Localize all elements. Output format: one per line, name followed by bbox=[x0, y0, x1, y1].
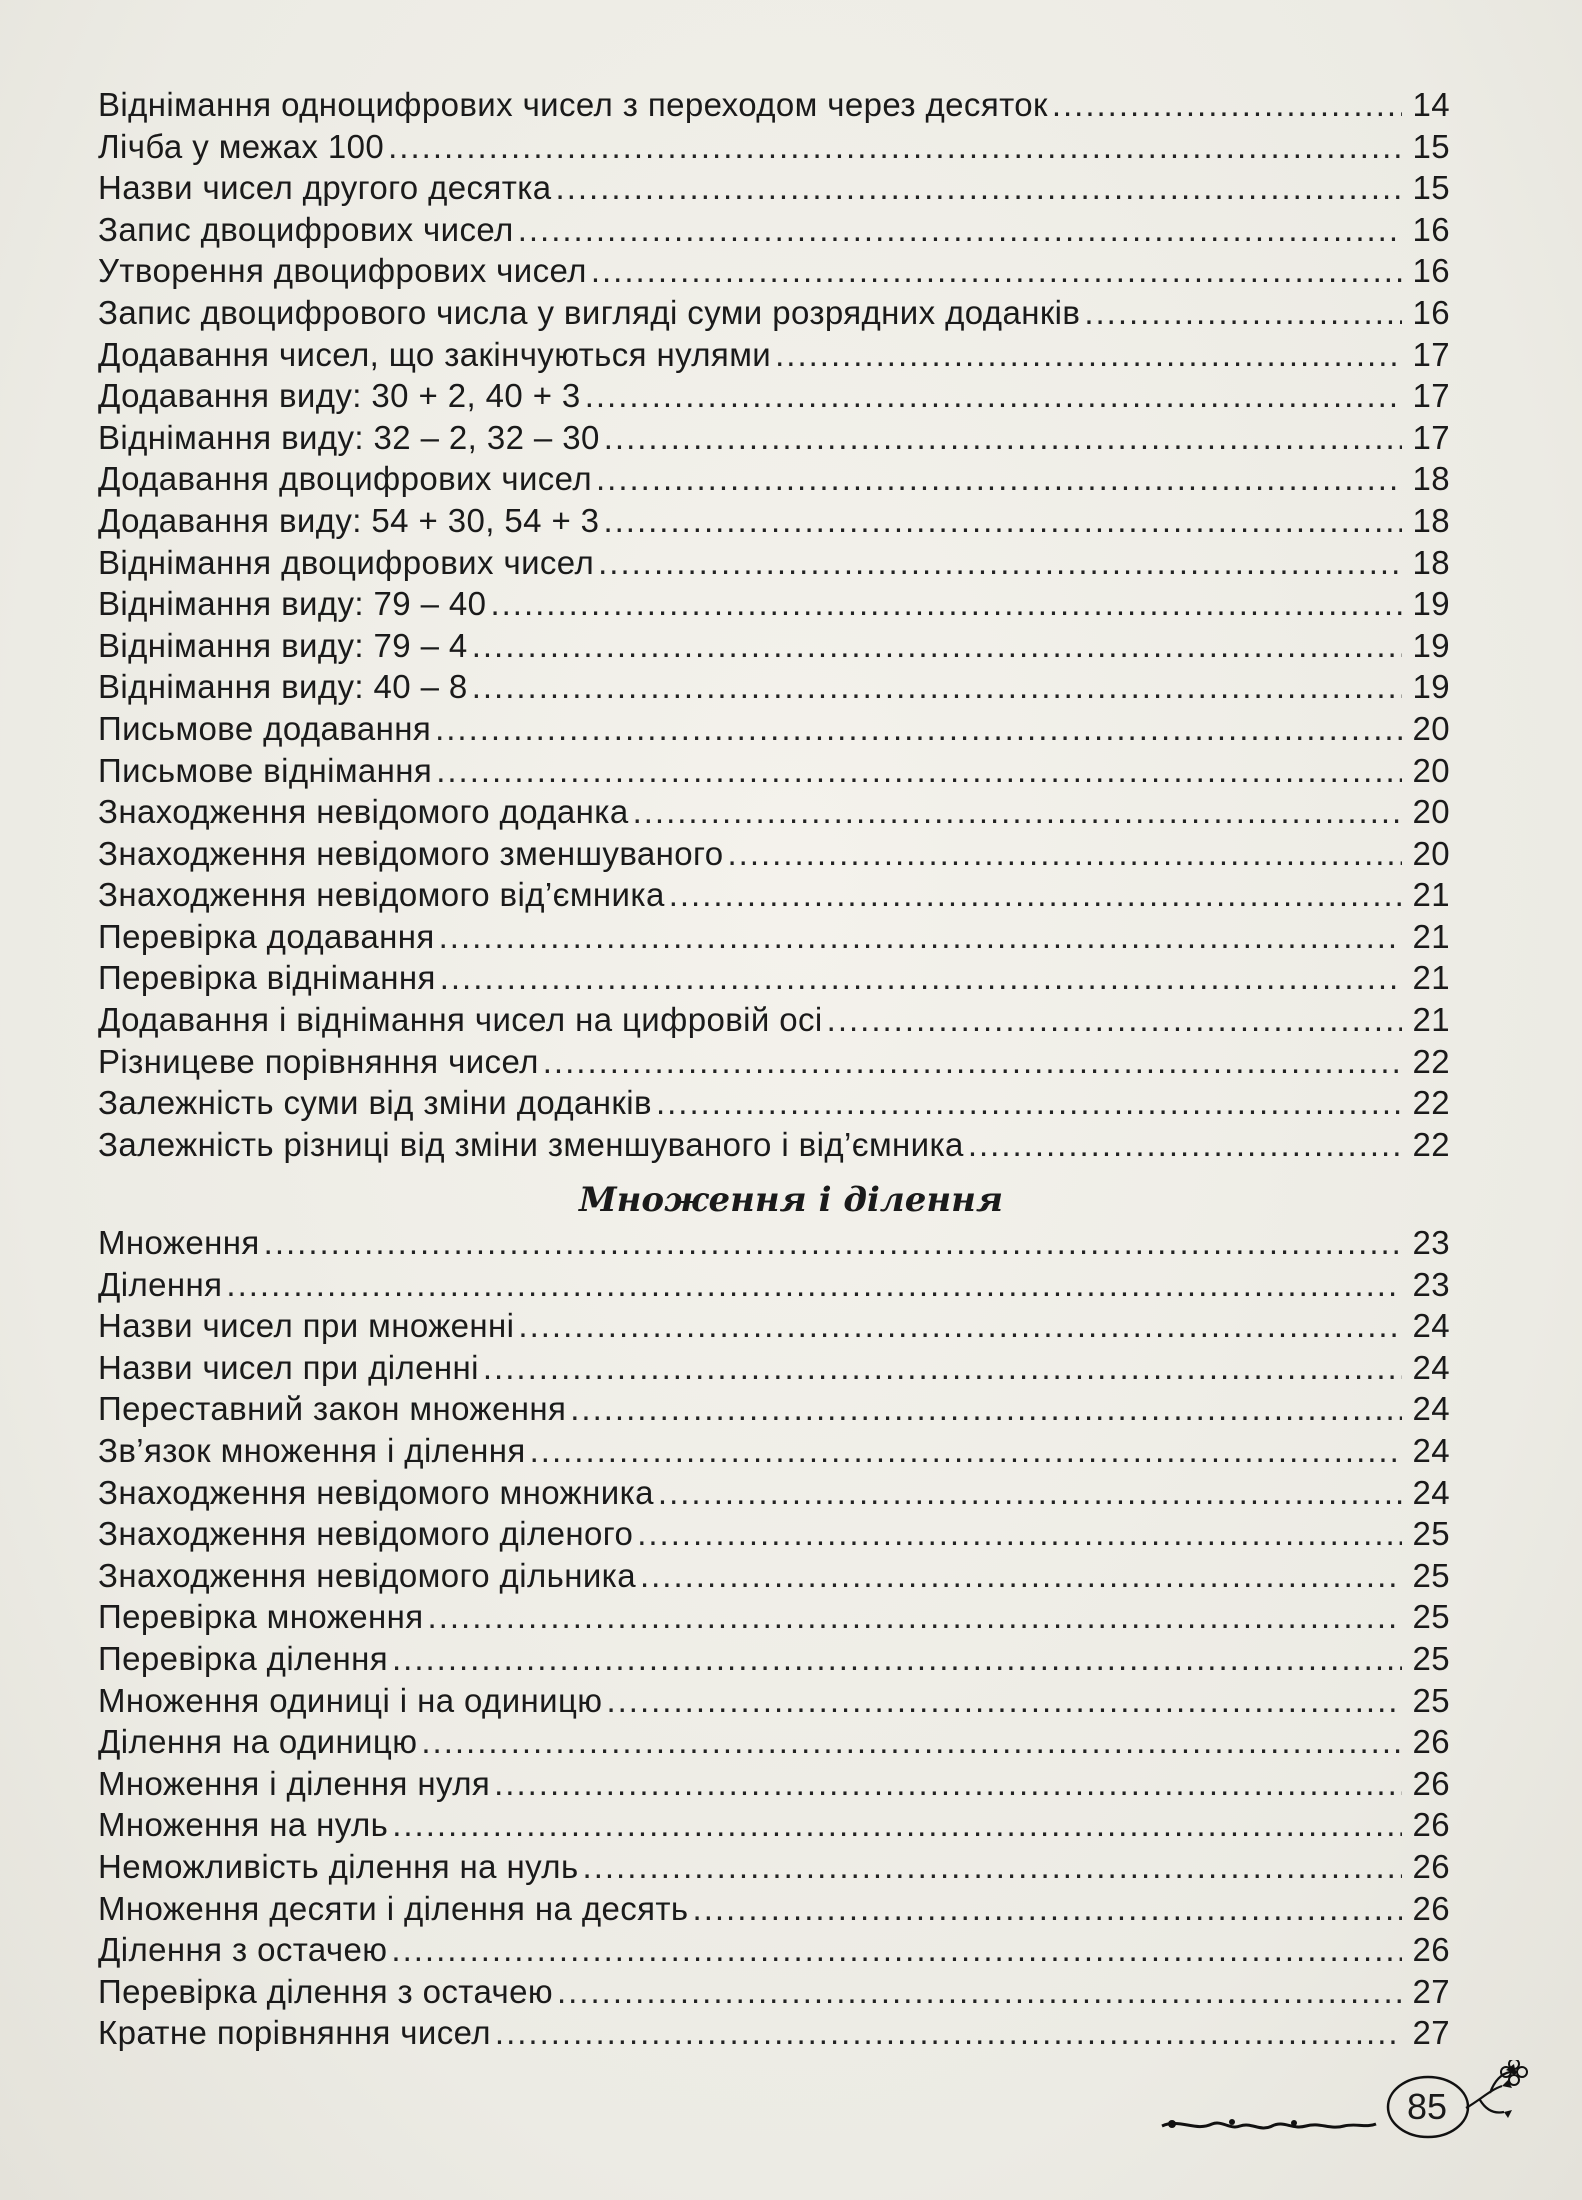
toc-entry-title: Перевірка ділення з остачею bbox=[98, 1972, 553, 2010]
toc-entry-title: Перевірка віднімання bbox=[98, 959, 436, 997]
dot-leader bbox=[472, 625, 1402, 667]
toc-entry-page: 14 bbox=[1412, 86, 1450, 123]
toc-entry-page: 25 bbox=[1412, 1515, 1450, 1553]
dot-leader bbox=[483, 1347, 1402, 1389]
toc-entry-title: Залежність суми від зміни доданків bbox=[98, 1084, 652, 1122]
toc-entry-title: Множення одиниці і на одиницю bbox=[98, 1681, 603, 1719]
toc-entry bbox=[98, 1846, 1450, 1888]
toc-entry-title: Різницеве порівняння чисел bbox=[98, 1042, 539, 1080]
toc-entry-page: 16 bbox=[1412, 252, 1450, 290]
toc-entry-title: Кратне порівняння чисел bbox=[98, 2014, 491, 2052]
toc-entry bbox=[98, 1388, 1450, 1430]
toc-entry-title: Зв’язок множення і ділення bbox=[98, 1431, 526, 1469]
toc-entry bbox=[98, 1124, 1450, 1166]
toc-entry bbox=[98, 375, 1450, 417]
toc-entry-page: 24 bbox=[1412, 1473, 1450, 1511]
toc-entry-page: 20 bbox=[1412, 793, 1450, 831]
toc-entry bbox=[98, 458, 1450, 500]
toc-entry-page: 18 bbox=[1412, 543, 1450, 581]
toc-entry-page: 20 bbox=[1412, 834, 1450, 872]
toc-entry bbox=[98, 1430, 1450, 1472]
toc-entry-page: 24 bbox=[1412, 1431, 1450, 1469]
toc-entry-title: Знаходження невідомого зменшуваного bbox=[98, 834, 724, 872]
dot-leader bbox=[604, 417, 1402, 459]
toc-entry bbox=[98, 1680, 1450, 1722]
toc-section-addition-subtraction bbox=[98, 84, 1450, 1165]
toc-entry-title: Лічба у межах 100 bbox=[98, 127, 385, 165]
toc-entry bbox=[98, 1638, 1450, 1680]
toc-entry-title: Знаходження невідомого діленого bbox=[98, 1515, 634, 1553]
toc-entry-title: Утворення двоцифрових чисел bbox=[98, 252, 587, 290]
toc-entry-title: Множення bbox=[98, 1224, 260, 1261]
dot-leader bbox=[591, 250, 1402, 292]
dot-leader bbox=[391, 1929, 1402, 1971]
toc-entry-page: 19 bbox=[1412, 585, 1450, 623]
toc-entry bbox=[98, 500, 1450, 542]
toc-entry-page: 24 bbox=[1412, 1390, 1450, 1428]
toc-entry-page: 17 bbox=[1412, 377, 1450, 415]
toc-entry bbox=[98, 999, 1450, 1041]
toc-entry-page: 26 bbox=[1412, 1889, 1450, 1927]
toc-entry-title: Множення на нуль bbox=[98, 1806, 389, 1844]
toc-entry bbox=[98, 292, 1450, 334]
toc-entry bbox=[98, 1721, 1450, 1763]
toc-entry bbox=[98, 84, 1450, 126]
toc-entry-page: 26 bbox=[1412, 1764, 1450, 1802]
dot-leader bbox=[472, 666, 1402, 708]
toc-entry bbox=[98, 167, 1450, 209]
toc-entry-page: 25 bbox=[1412, 1681, 1450, 1719]
toc-entry bbox=[98, 209, 1450, 251]
dot-leader bbox=[656, 1082, 1402, 1124]
dot-leader bbox=[637, 1513, 1402, 1555]
toc-entry-page: 25 bbox=[1412, 1556, 1450, 1594]
toc-entry bbox=[98, 1888, 1450, 1930]
toc-entry bbox=[98, 1971, 1450, 2013]
toc-entry-title: Назви чисел при множенні bbox=[98, 1307, 515, 1345]
dot-leader bbox=[392, 1804, 1402, 1846]
toc-entry-title: Ділення з остачею bbox=[98, 1931, 388, 1969]
toc-entry bbox=[98, 250, 1450, 292]
toc-entry bbox=[98, 583, 1450, 625]
toc-entry-page: 26 bbox=[1412, 1931, 1450, 1969]
toc-entry bbox=[98, 1222, 1450, 1264]
toc-entry bbox=[98, 126, 1450, 168]
page-number: 85 bbox=[1406, 2086, 1448, 2127]
toc-entry-title: Запис двоцифрового числа у вигляді суми розрядних доданків bbox=[98, 293, 1081, 331]
toc-entry-page: 27 bbox=[1412, 2014, 1450, 2052]
toc-entry bbox=[98, 1041, 1450, 1083]
dot-leader bbox=[388, 126, 1402, 168]
toc-entry bbox=[98, 1763, 1450, 1805]
toc-entry bbox=[98, 625, 1450, 667]
dot-leader bbox=[598, 542, 1402, 584]
toc-entry bbox=[98, 874, 1450, 916]
dot-leader bbox=[1052, 84, 1402, 126]
dot-leader bbox=[583, 1846, 1402, 1888]
toc-entry-page: 21 bbox=[1412, 1001, 1450, 1039]
dot-leader bbox=[585, 375, 1402, 417]
toc-entry bbox=[98, 334, 1450, 376]
toc-entry-page: 20 bbox=[1412, 751, 1450, 789]
toc-entry-page: 26 bbox=[1412, 1723, 1450, 1761]
dot-leader bbox=[633, 791, 1402, 833]
toc-entry-title: Знаходження невідомого від’ємника bbox=[98, 876, 665, 914]
dot-leader bbox=[557, 1971, 1402, 2013]
dot-leader bbox=[727, 833, 1402, 875]
toc-entry-title: Ділення bbox=[98, 1265, 223, 1303]
toc-entry-page: 22 bbox=[1412, 1042, 1450, 1080]
toc-entry bbox=[98, 750, 1450, 792]
dot-leader bbox=[556, 167, 1402, 209]
toc-entry-title: Ділення на одиницю bbox=[98, 1723, 418, 1761]
toc-entry-page: 22 bbox=[1412, 1084, 1450, 1122]
toc-entry bbox=[98, 1347, 1450, 1389]
toc-entry-title: Віднімання виду: 79 – 40 bbox=[98, 585, 487, 623]
toc-entry-page: 21 bbox=[1412, 959, 1450, 997]
toc-entry-page: 16 bbox=[1412, 210, 1450, 248]
toc-entry-page: 27 bbox=[1412, 1972, 1450, 2010]
toc-entry bbox=[98, 916, 1450, 958]
toc-entry-page: 16 bbox=[1412, 293, 1450, 331]
toc-entry-title: Залежність різниці від зміни зменшуваного і від’ємника bbox=[98, 1125, 964, 1163]
toc-entry-page: 23 bbox=[1412, 1224, 1450, 1261]
toc-entry-page: 21 bbox=[1412, 917, 1450, 955]
toc-entry-title: Назви чисел другого десятка bbox=[98, 169, 552, 207]
toc-entry-title: Перевірка множення bbox=[98, 1598, 424, 1636]
toc-entry-title: Письмове додавання bbox=[98, 709, 432, 747]
toc-entry-title: Назви чисел при діленні bbox=[98, 1348, 479, 1386]
dot-leader bbox=[693, 1888, 1402, 1930]
dot-leader bbox=[264, 1222, 1402, 1264]
dot-leader bbox=[669, 874, 1402, 916]
dot-leader bbox=[543, 1041, 1402, 1083]
dot-leader bbox=[226, 1264, 1402, 1306]
toc-entry-page: 20 bbox=[1412, 709, 1450, 747]
toc-entry-page: 19 bbox=[1412, 668, 1450, 706]
toc-entry bbox=[98, 1082, 1450, 1124]
section-heading: Множення і ділення bbox=[578, 1180, 1004, 1220]
toc-entry-title: Віднімання виду: 40 – 8 bbox=[98, 668, 468, 706]
toc-entry bbox=[98, 1596, 1450, 1638]
toc-entry-page: 18 bbox=[1412, 501, 1450, 539]
toc-entry-page: 25 bbox=[1412, 1598, 1450, 1636]
dot-leader bbox=[606, 1680, 1402, 1722]
dot-leader bbox=[603, 500, 1402, 542]
toc-entry-title: Знаходження невідомого дільника bbox=[98, 1556, 636, 1594]
toc-entry bbox=[98, 957, 1450, 999]
dot-leader bbox=[428, 1596, 1402, 1638]
toc-entry-title: Додавання чисел, що закінчуються нулями bbox=[98, 335, 772, 373]
toc-entry bbox=[98, 791, 1450, 833]
toc-entry-title: Неможливість ділення на нуль bbox=[98, 1847, 579, 1885]
dot-leader bbox=[436, 750, 1402, 792]
toc-entry-title: Віднімання двоцифрових чисел bbox=[98, 543, 595, 581]
toc-entry-title: Перевірка додавання bbox=[98, 917, 435, 955]
toc-entry-title: Додавання і віднімання чисел на цифровій осі bbox=[98, 1001, 823, 1039]
toc-entry bbox=[98, 833, 1450, 875]
dot-leader bbox=[421, 1721, 1402, 1763]
dot-leader bbox=[494, 1763, 1402, 1805]
toc-entry-page: 18 bbox=[1412, 460, 1450, 498]
toc-entry-page: 24 bbox=[1412, 1348, 1450, 1386]
toc-entry-title: Віднімання виду: 79 – 4 bbox=[98, 626, 468, 664]
toc-entry-title: Перевірка ділення bbox=[98, 1639, 388, 1677]
toc-entry-title: Додавання виду: 30 + 2, 40 + 3 bbox=[98, 377, 581, 415]
dot-leader bbox=[495, 2012, 1402, 2054]
dot-leader bbox=[640, 1555, 1402, 1597]
page-footer bbox=[1160, 2060, 1540, 2170]
dot-leader bbox=[518, 1305, 1402, 1347]
toc-entry bbox=[98, 1264, 1450, 1306]
dot-leader bbox=[827, 999, 1402, 1041]
toc-entry-page: 24 bbox=[1412, 1307, 1450, 1345]
dot-leader bbox=[439, 916, 1402, 958]
toc-entry bbox=[98, 542, 1450, 584]
toc-entry-page: 15 bbox=[1412, 127, 1450, 165]
toc-entry-title: Віднімання одноцифрових чисел з переходом через десяток bbox=[98, 86, 1048, 123]
toc-entry bbox=[98, 666, 1450, 708]
toc-entry bbox=[98, 417, 1450, 459]
toc-entry-page: 17 bbox=[1412, 418, 1450, 456]
toc-entry bbox=[98, 2012, 1450, 2054]
toc-entry-title: Письмове віднімання bbox=[98, 751, 433, 789]
dot-leader bbox=[1084, 292, 1402, 334]
toc-entry-page: 26 bbox=[1412, 1847, 1450, 1885]
toc-entry-page: 21 bbox=[1412, 876, 1450, 914]
dot-leader bbox=[530, 1430, 1402, 1472]
toc-entry-title: Знаходження невідомого доданка bbox=[98, 793, 629, 831]
toc-entry-title: Переставний закон множення bbox=[98, 1390, 567, 1428]
dot-leader bbox=[435, 708, 1402, 750]
toc-entry-title: Додавання двоцифрових чисел bbox=[98, 460, 592, 498]
toc-entry-page: 15 bbox=[1412, 169, 1450, 207]
dot-leader bbox=[775, 334, 1402, 376]
toc-entry-page: 22 bbox=[1412, 1125, 1450, 1163]
toc-entry bbox=[98, 1804, 1450, 1846]
toc-entry-page: 19 bbox=[1412, 626, 1450, 664]
toc-entry-page: 17 bbox=[1412, 335, 1450, 373]
dot-leader bbox=[490, 583, 1402, 625]
toc-entry-title: Знаходження невідомого множника bbox=[98, 1473, 654, 1511]
toc-entry bbox=[98, 708, 1450, 750]
toc-entry bbox=[98, 1305, 1450, 1347]
toc-entry bbox=[98, 1555, 1450, 1597]
toc-entry bbox=[98, 1472, 1450, 1514]
toc-entry-title: Віднімання виду: 32 – 2, 32 – 30 bbox=[98, 418, 600, 456]
dot-leader bbox=[440, 957, 1402, 999]
dot-leader bbox=[968, 1124, 1402, 1166]
floral-ornament-icon bbox=[1160, 2060, 1540, 2170]
toc-entry-page: 23 bbox=[1412, 1265, 1450, 1303]
toc-entry-page: 26 bbox=[1412, 1806, 1450, 1844]
dot-leader bbox=[596, 458, 1402, 500]
dot-leader bbox=[658, 1472, 1402, 1514]
toc-section-multiplication-division bbox=[98, 1222, 1450, 2054]
dot-leader bbox=[392, 1638, 1402, 1680]
toc-entry bbox=[98, 1513, 1450, 1555]
toc-entry-title: Запис двоцифрових чисел bbox=[98, 210, 514, 248]
toc-entry-title: Множення і ділення нуля bbox=[98, 1764, 491, 1802]
toc-entry bbox=[98, 1929, 1450, 1971]
dot-leader bbox=[518, 209, 1402, 251]
toc-entry-page: 25 bbox=[1412, 1639, 1450, 1677]
toc-entry-title: Додавання виду: 54 + 30, 54 + 3 bbox=[98, 501, 600, 539]
dot-leader bbox=[570, 1388, 1402, 1430]
toc-entry-title: Множення десяти і ділення на десять bbox=[98, 1889, 689, 1927]
